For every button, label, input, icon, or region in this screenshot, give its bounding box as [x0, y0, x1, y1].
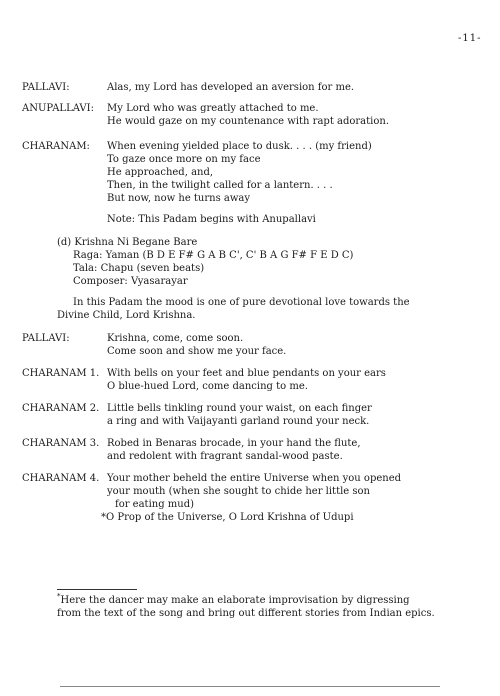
- charanam-line-5: But now, now he turns away: [107, 193, 251, 204]
- footnote-star: *: [57, 592, 61, 601]
- charanam-line-3: He approached, and,: [107, 167, 214, 178]
- note: Note: This Padam begins with Anupallavi: [107, 214, 316, 225]
- charanam-line-2: To gaze once more on my face: [107, 154, 261, 165]
- pallavi2-line-1: Krishna, come, come soon.: [107, 333, 244, 344]
- charanam2-line-1: Little bells tinkling round your waist, on each finger: [107, 403, 372, 414]
- anupallavi-label: ANUPALLAVI:: [22, 103, 94, 114]
- footnote-text-1: Here the dancer may make an elaborate improvisation by digressing: [60, 595, 410, 606]
- footnote-line-1: [57, 594, 410, 607]
- song-raga: Raga: Yaman (B D E F# G A B C', C' B A G F# F E D C): [73, 250, 354, 261]
- charanam1-line-2: O blue-hued Lord, come dancing to me.: [107, 381, 308, 392]
- starred-line: *O Prop of the Universe, O Lord Krishna of Udupi: [101, 512, 354, 523]
- charanam4-line-2: your mouth (when she sought to chide her little son: [107, 486, 370, 497]
- pallavi2-line-2: Come soon and show me your face.: [107, 346, 287, 357]
- charanam4-line-1: Your mother beheld the entire Universe when you opened: [107, 473, 402, 484]
- song-tala: Tala: Chapu (seven beats): [73, 263, 205, 274]
- charanam2-label: CHARANAM 2.: [22, 403, 100, 414]
- charanam-label: CHARANAM:: [22, 141, 90, 152]
- paragraph-line-2: Divine Child, Lord Krishna.: [57, 310, 196, 321]
- charanam2-line-2: a ring and with Vaijayanti garland round your neck.: [107, 416, 370, 427]
- anupallavi-line-1: My Lord who was greatly attached to me.: [107, 103, 319, 114]
- charanam3-line-2: and redolent with fragrant sandal-wood paste.: [107, 451, 343, 462]
- anupallavi-line-2: He would gaze on my countenance with rapt adoration.: [107, 116, 389, 127]
- footnote-rule: [57, 589, 137, 590]
- song-composer: Composer: Vyasarayar: [73, 276, 188, 287]
- paragraph-line-1: In this Padam the mood is one of pure devotional love towards the: [73, 297, 410, 308]
- charanam1-label: CHARANAM 1.: [22, 368, 100, 379]
- pallavi2-label: PALLAVI:: [22, 333, 70, 344]
- bottom-rule: [60, 686, 440, 687]
- charanam-line-1: When evening yielded place to dusk. . . . (my friend): [107, 141, 372, 152]
- charanam3-label: CHARANAM 3.: [22, 438, 100, 449]
- pallavi-line: Alas, my Lord has developed an aversion for me.: [107, 82, 355, 93]
- charanam4-line-3: for eating mud): [115, 499, 195, 510]
- footnote-line-2: from the text of the song and bring out different stories from Indian epics.: [57, 608, 435, 619]
- page-number: -11-: [458, 33, 482, 44]
- charanam-line-4: Then, in the twilight called for a lantern. . . .: [107, 180, 333, 191]
- charanam3-line-1: Robed in Benaras brocade, in your hand the flute,: [107, 438, 361, 449]
- song-title: (d) Krishna Ni Begane Bare: [57, 237, 198, 248]
- pallavi-label: PALLAVI:: [22, 82, 70, 93]
- charanam4-label: CHARANAM 4.: [22, 473, 100, 484]
- charanam1-line-1: With bells on your feet and blue pendants on your ears: [107, 368, 386, 379]
